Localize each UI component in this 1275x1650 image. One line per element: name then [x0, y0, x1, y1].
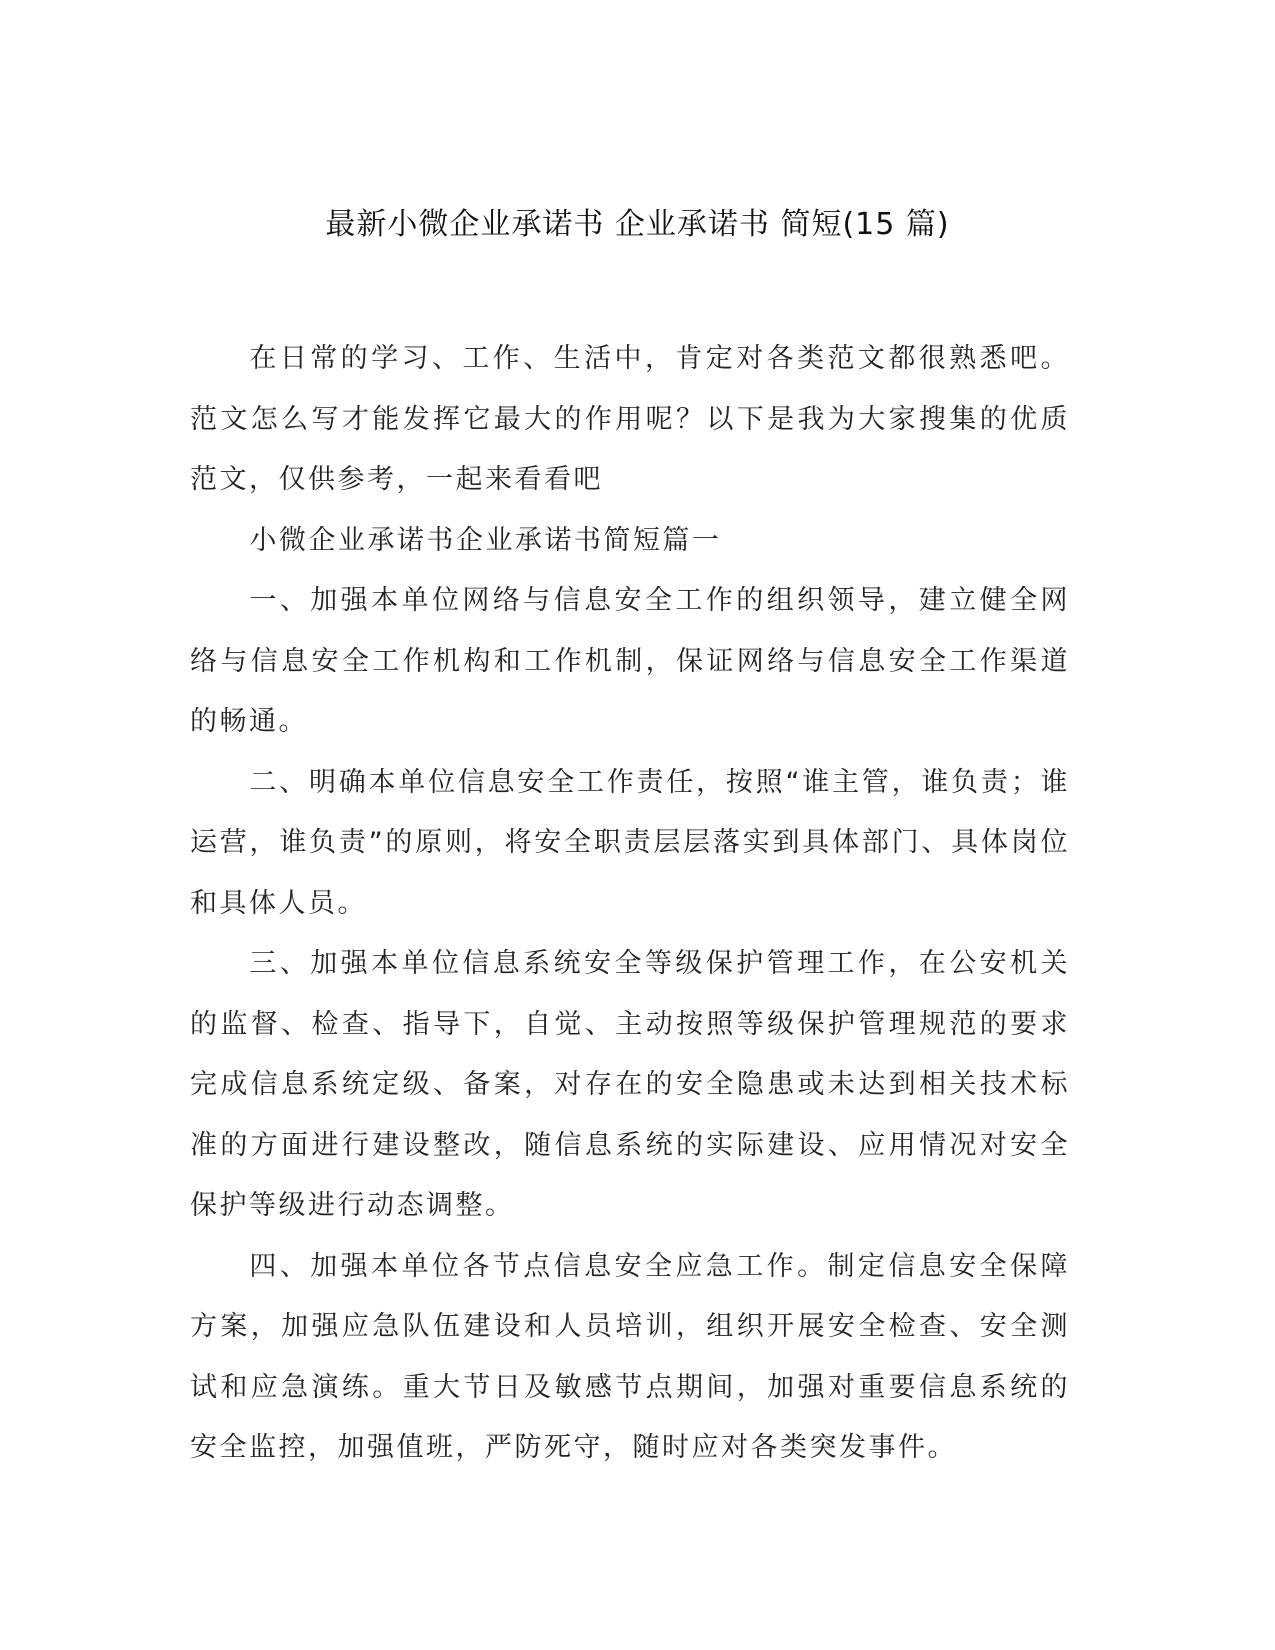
- section-heading: 小微企业承诺书企业承诺书简短篇一: [249, 524, 722, 556]
- document-body: [190, 329, 1070, 1479]
- clause-paragraph-1: 一、加强本单位网络与信息安全工作的组织领导，建立健全网络与信息安全工作机构和工作机制，保证网络与信息安全工作渠道的畅通。: [190, 585, 1070, 737]
- document-title: 最新小微企业承诺书 企业承诺书 简短(15 篇): [325, 207, 950, 242]
- clause-paragraph-3: 三、加强本单位信息系统安全等级保护管理工作，在公安机关的监督、检查、指导下，自觉、主动按照等级保护管理规范的要求完成信息系统定级、备案，对存在的安全隐患或未达到相关技术标准的方面进行建设整改，随信息系统的实际建设、应用情况对安全保护等级进行动态调整。: [190, 948, 1070, 1221]
- clause-paragraph-2: 二、明确本单位信息安全工作责任，按照“谁主管，谁负责；谁运营，谁负责”的原则，将安全职责层层落实到具体部门、具体岗位和具体人员。: [190, 766, 1070, 919]
- clause-paragraph-4: 四、加强本单位各节点信息安全应急工作。制定信息安全保障方案，加强应急队伍建设和人员培训，组织开展安全检查、安全测试和应急演练。重大节日及敏感节点期间，加强对重要信息系统的安全监控，加强值班，严防死守，随时应对各类突发事件。: [190, 1250, 1070, 1463]
- intro-paragraph: 在日常的学习、工作、生活中，肯定对各类范文都很熟悉吧。范文怎么写才能发挥它最大的作用呢？以下是我为大家搜集的优质范文，仅供参考，一起来看看吧: [190, 343, 1070, 495]
